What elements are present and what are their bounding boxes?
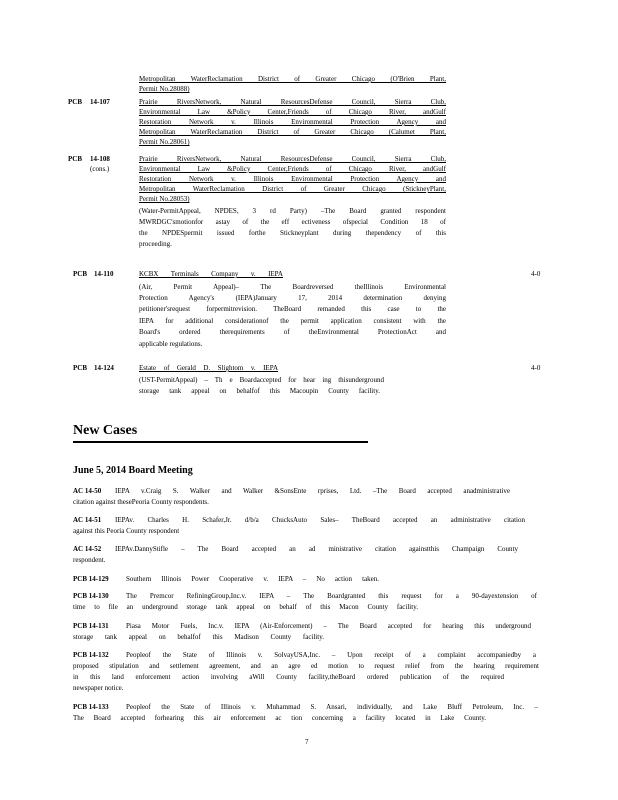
case-desc-line: IEPA for additional considerationof the permit application consistent with the: [139, 317, 446, 325]
case-desc-line: Board's ordered therequirements of theEnvironmental ProtectionAct and: [139, 328, 446, 336]
case-number: 14-124: [94, 364, 114, 372]
case-desc-line: storage tank appeal on behalfof this Macoupin County facility.: [139, 387, 380, 395]
case-number: 14-110: [94, 270, 114, 278]
case-desc-line: petitioner'srequest forpermitrevision. TheBoard remanded this case to the: [139, 305, 446, 313]
top-line-1: Metropolitan WaterReclamation District of Greater Chicago (O'Brien Plant,: [139, 75, 446, 83]
new-case-line: Peopleof the State of Illinois v. SolvayUSA,Inc. – Upon receipt of a complaint accompaniedby a: [126, 651, 536, 659]
vote-count: 4-0: [531, 270, 541, 278]
case-prefix: PCB: [73, 364, 87, 372]
new-case-line: respondent.: [73, 556, 106, 564]
new-case-id: PCB 14-129: [73, 575, 109, 583]
new-case-line: against this Peoria County respondent: [73, 527, 180, 535]
new-case-line: IEPAv.DannyStifle – The Board accepted an ad ministrative citation againstthis Champaign County: [115, 545, 518, 553]
case-desc-line: applicable regulations.: [139, 340, 203, 348]
new-case-line: IEPAv. Charles H. Schafer,Jr. d/b/a ChucksAuto Sales– TheBoard accepted an administrative citation: [115, 516, 525, 524]
case-prefix: PCB: [68, 98, 82, 106]
new-case-line: in this land enforcement action involving aWill County facility,theBoard ordered publication of the required: [73, 673, 504, 681]
case-desc-line: (Water-PermitAppeal, NPDES, 3 rd Party) –The Board granted respondent: [139, 207, 446, 215]
case-desc-line: (Air, Permit Appeal)– The Boardreversed theIllinois Environmental: [139, 283, 446, 291]
new-case-id: PCB 14-133: [73, 703, 109, 711]
new-case-line: The Premcor RefiningGroup,Inc.v. IEPA – The Boardgranted this request for a 90-dayextension of: [126, 592, 537, 600]
new-case-id: AC 14-50: [73, 487, 102, 495]
new-case-id: PCB 14-130: [73, 592, 109, 600]
case-desc-line: proceeding.: [139, 240, 172, 248]
top-line-2: Permit No.28088): [139, 85, 190, 93]
case-prefix: PCB: [73, 270, 87, 278]
new-case-line: newspaper notice.: [73, 684, 124, 692]
case-desc-line: (UST-PermitAppeal) – Th e Boardaccepted for hear ing thisunderground: [139, 376, 384, 384]
case-desc-line: the NPDESpermit issued forthe Stickneyplant during thependency of this: [139, 229, 446, 237]
case-title-line: Restoration Network v. Illinois Environmental Protection Agency and: [139, 118, 446, 126]
new-case-line: Piasa Motor Fuels, Inc.v. IEPA (Air-Enforcement) – The Board accepted for hearing this underground: [126, 622, 531, 630]
new-case-line: Peopleof the State of Illinois v. Muhammad S. Ansari, individually, and Lake Bluff Petroleum, Inc. –: [126, 703, 538, 711]
new-case-id: PCB 14-132: [73, 651, 109, 659]
meeting-heading: June 5, 2014 Board Meeting: [73, 465, 193, 476]
case-consolidated-label: (cons.): [90, 165, 110, 173]
case-title-line: Prairie RiversNetwork, Natural ResourcesDefense Council, Sierra Club,: [139, 98, 446, 106]
case-title-line: Restoration Network v. Illinois Environmental Protection Agency and: [139, 175, 446, 183]
new-case-line: Southern Illinois Power Cooperative v. IEPA – No action taken.: [126, 575, 379, 583]
new-case-line: IEPA v.Craig S. Walker and Walker &SonsEnte rprises, Ltd. –The Board accepted anadministrative: [115, 487, 510, 495]
case-title: Estate of Gerald D. Slightom v. IEPA: [139, 364, 278, 372]
case-number: 14-108: [90, 155, 110, 163]
section-heading: New Cases: [73, 423, 138, 438]
case-prefix: PCB: [68, 155, 82, 163]
section-divider: [73, 441, 368, 443]
case-title-line: Permit No.28061): [139, 138, 190, 146]
vote-count: 4-0: [531, 364, 541, 372]
case-title-line: Prairie RiversNetwork, Natural ResourcesDefense Council, Sierra Club,: [139, 155, 446, 163]
page-number: 7: [305, 738, 309, 746]
case-desc-line: Protection Agency's (IEPA)January 17, 2014 determination denying: [139, 294, 446, 302]
new-case-id: AC 14-51: [73, 516, 102, 524]
new-case-id: PCB 14-131: [73, 622, 109, 630]
new-case-id: AC 14-52: [73, 545, 102, 553]
new-case-line: citation against thesePeoria County respondents.: [73, 498, 209, 506]
case-title: KCBX Terminals Company v. IEPA: [139, 270, 283, 278]
new-case-line: time to file an underground storage tank appeal on behalf of this Macon County facility.: [73, 603, 418, 611]
new-case-line: storage tank appeal on behalfof this Madison County facility.: [73, 633, 324, 641]
case-title-line: Metropolitan WaterReclamation District of Greater Chicago (Calumet Plant,: [139, 128, 446, 136]
case-title-line: Permit No.28053): [139, 195, 190, 203]
case-title-line: Environmental Law &Policy Center,Friends of Chicago River, andGulf: [139, 165, 446, 173]
case-desc-line: MWRDGC'smotionfor astay of the eff ectiveness ofspecial Condition 18 of: [139, 218, 446, 226]
case-number: 14-107: [90, 98, 110, 106]
new-case-line: proposed stipulation and settlement agreement, and an agre ed motion to request relief from the hearing requirement: [73, 662, 539, 670]
new-case-line: The Board accepted forhearing this air enforcement ac tion concerning a facility located in Lake County.: [73, 714, 486, 722]
case-title-line: Metropolitan WaterReclamation District of Greater Chicago (StickneyPlant,: [139, 185, 446, 193]
case-title-line: Environmental Law &Policy Center,Friends of Chicago River, andGulf: [139, 108, 446, 116]
